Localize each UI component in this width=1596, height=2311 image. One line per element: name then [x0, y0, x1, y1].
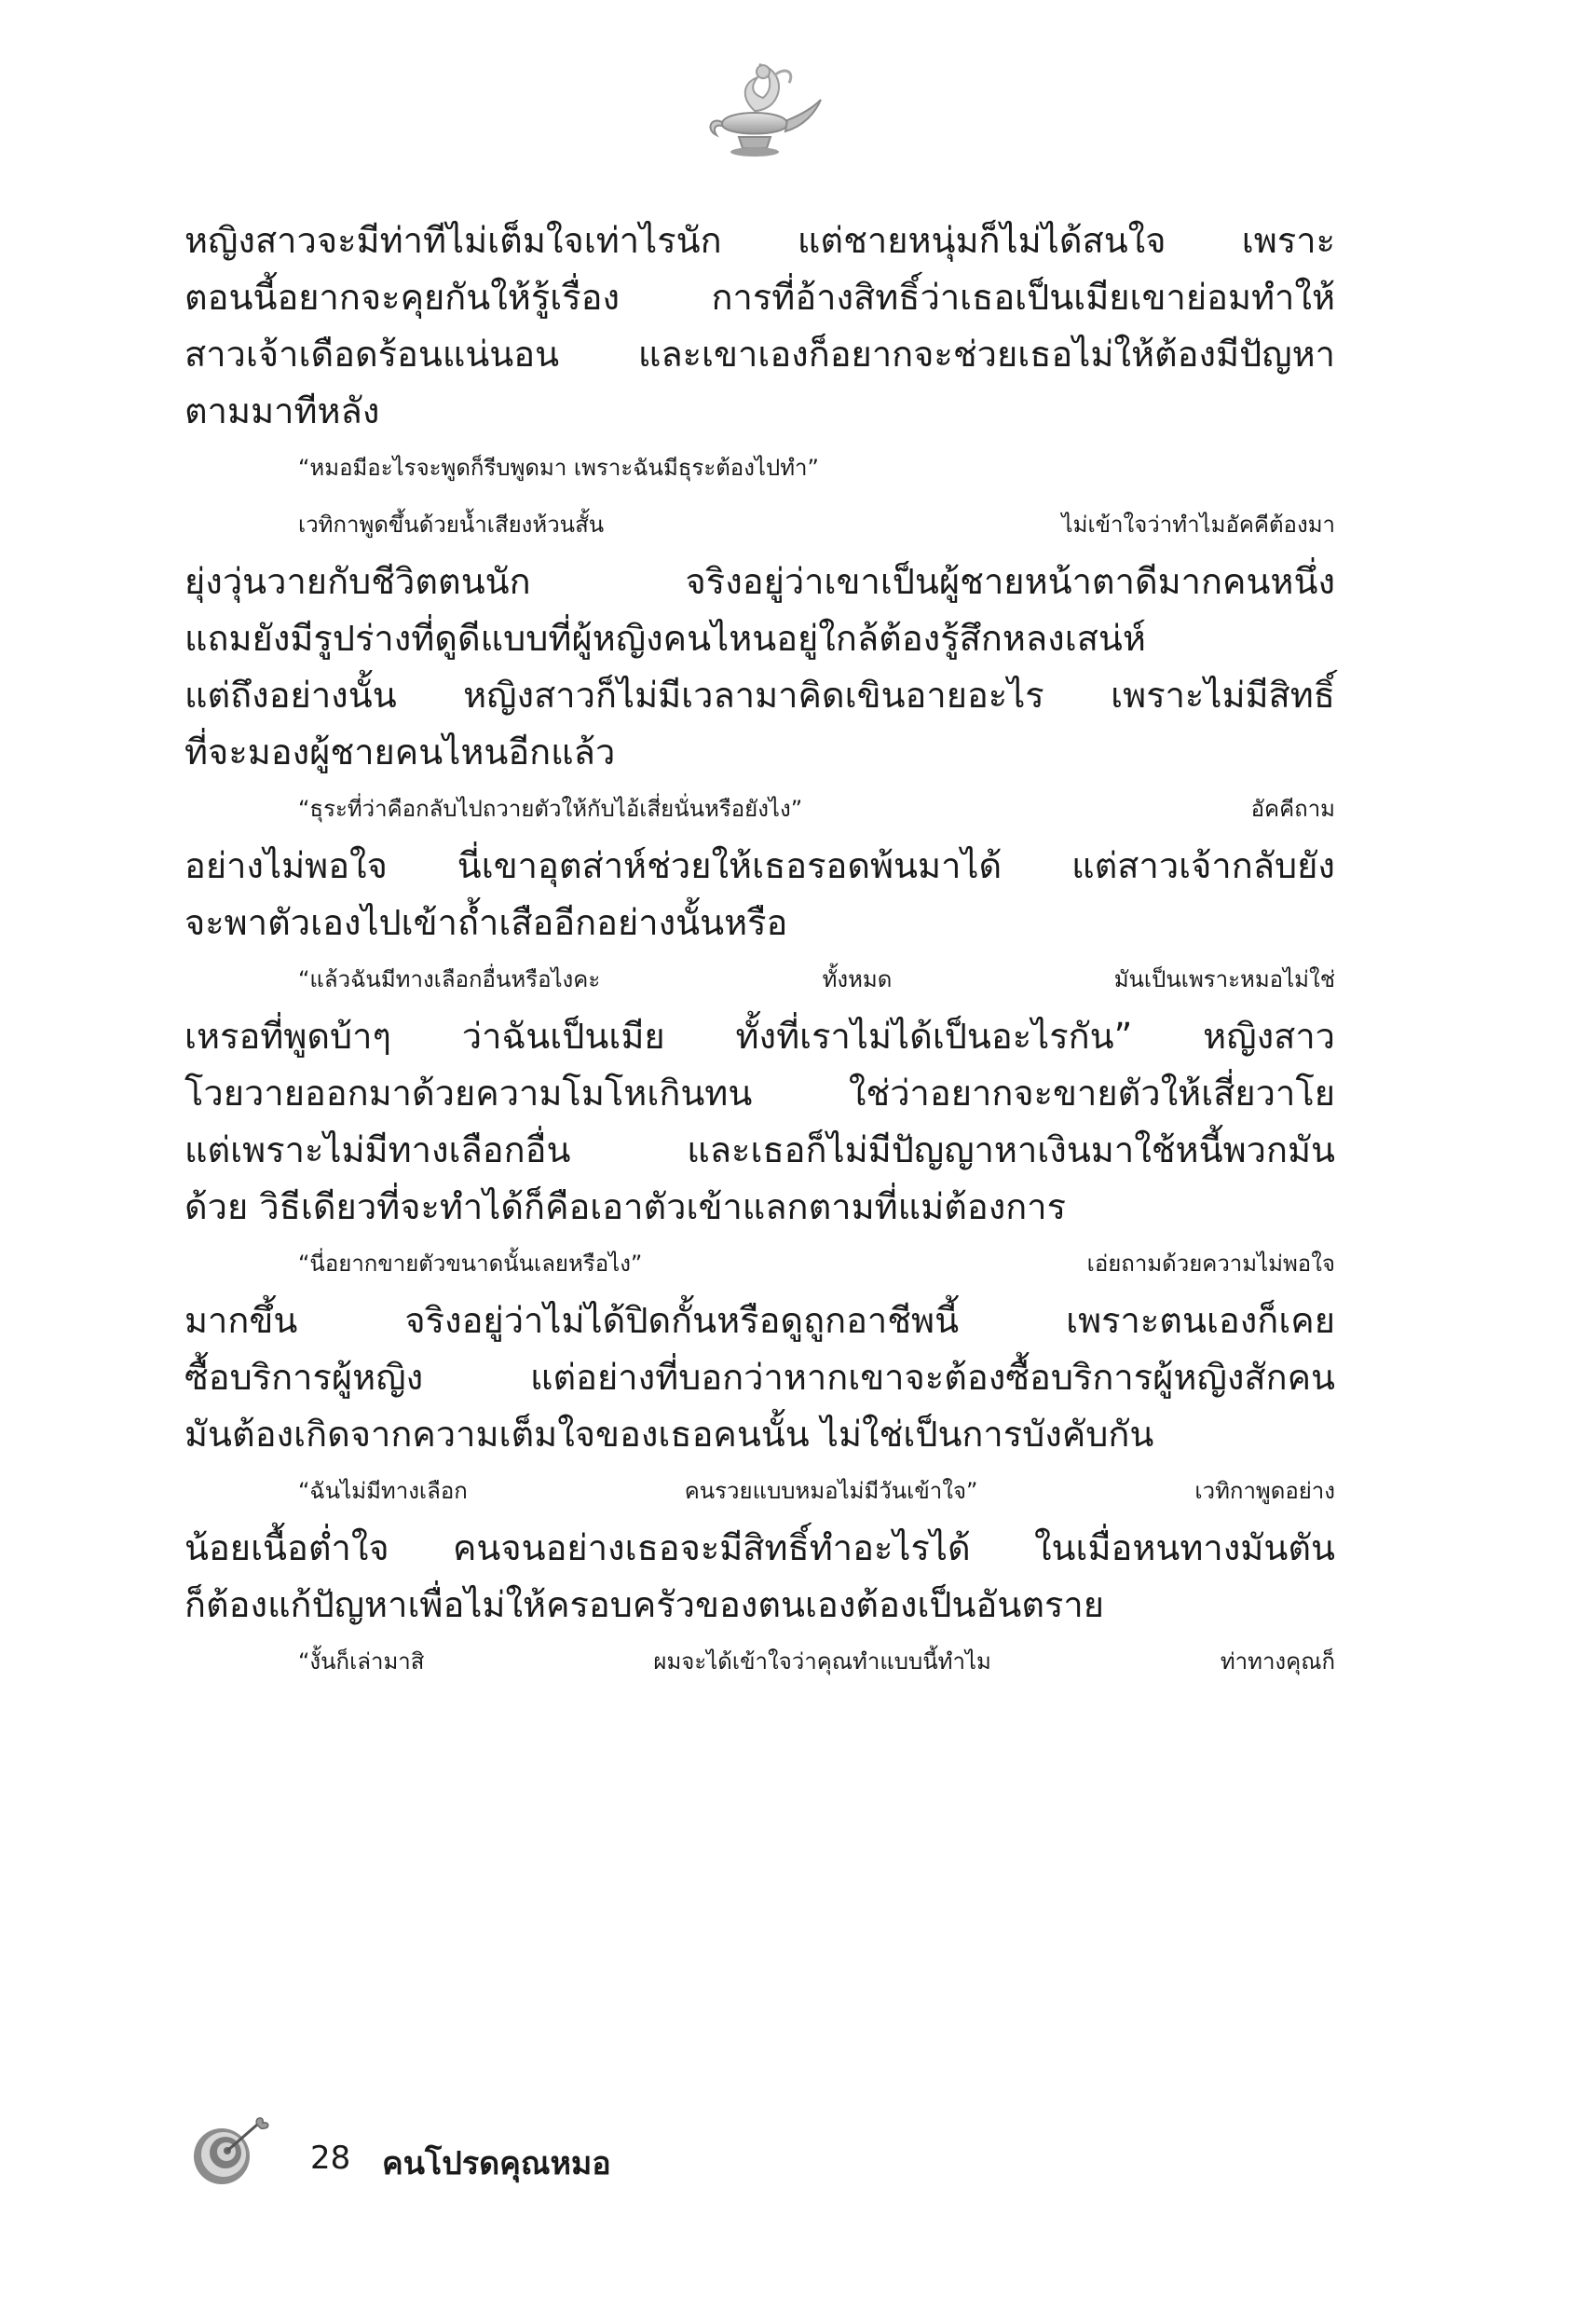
- paragraph: [184, 212, 1335, 440]
- paragraph: [184, 1634, 1335, 1690]
- text-line: จะพาตัวเองไปเข้าถ้ำเสืออีกอย่างนั้นหรือ: [184, 902, 788, 943]
- text-line: สาวเจ้าเดือดร้อนแน่นอน และเขาเองก็อยากจะช่วยเธอไม่ให้ต้องมีปัญหา: [184, 334, 1335, 375]
- text-line: มากขึ้น จริงอยู่ว่าไม่ได้ปิดกั้นหรือดูถูกอาชีพนี้ เพราะตนเองก็เคย: [184, 1300, 1335, 1341]
- text-line: ยุ่งวุ่นวายกับชีวิตตนนัก จริงอยู่ว่าเขาเป็นผู้ชายหน้าตาดีมากคนหนึ่ง: [184, 561, 1335, 602]
- text-line: เวทิกาพูดขึ้นด้วยน้ำเสียงห้วนสั้น ไม่เข้าใจว่าทำไมอัคคีต้องมา: [298, 512, 1335, 538]
- text-line: โวยวายออกมาด้วยความโมโหเกินทน ใช่ว่าอยากจะขายตัวให้เสี่ยวาโย: [184, 1073, 1335, 1114]
- text-line: ตอนนี้อยากจะคุยกันให้รู้เรื่อง การที่อ้างสิทธิ์ว่าเธอเป็นเมียเขาย่อมทำให้: [184, 277, 1335, 318]
- text-line: หญิงสาวจะมีท่าทีไม่เต็มใจเท่าไรนัก แต่ชายหนุ่มก็ไม่ได้สนใจ เพราะ: [184, 220, 1335, 261]
- text-line: แต่ถึงอย่างนั้น หญิงสาวก็ไม่มีเวลามาคิดเขินอายอะไร เพราะไม่มีสิทธิ์: [184, 675, 1335, 716]
- text-line: “ฉันไม่มีทางเลือก คนรวยแบบหมอไม่มีวันเข้าใจ” เวทิกาพูดอย่าง: [298, 1478, 1335, 1504]
- text-line: อย่างไม่พอใจ นี่เขาอุตส่าห์ช่วยให้เธอรอดพ้นมาได้ แต่สาวเจ้ากลับยัง: [184, 845, 1335, 886]
- paragraph: [184, 440, 1335, 497]
- text-line: “นี่อยากขายตัวขนาดนั้นเลยหรือไง” เอ่ยถามด้วยความไม่พอใจ: [298, 1251, 1335, 1277]
- text-line: น้อยเนื้อต่ำใจ คนจนอย่างเธอจะมีสิทธิ์ทำอะไรได้ ในเมื่อหนทางมันตัน: [184, 1527, 1335, 1568]
- paragraph: [184, 951, 1335, 1236]
- text-line: ก็ต้องแก้ปัญหาเพื่อไม่ให้ครอบครัวของตนเองต้องเป็นอันตราย: [184, 1584, 1105, 1625]
- body-text: [184, 212, 1335, 1690]
- genie-lamp-icon: [685, 51, 825, 163]
- text-line: “หมอมีอะไรจะพูดก็รีบพูดมา เพราะฉันมีธุระต้องไปทำ”: [298, 455, 819, 481]
- text-line: แถมยังมีรูปร่างที่ดูดีแบบที่ผู้หญิงคนไหนอยู่ใกล้ต้องรู้สึกหลงเสน่ห์: [184, 618, 1146, 659]
- text-line: ซื้อบริการผู้หญิง แต่อย่างที่บอกว่าหากเขาจะต้องซื้อบริการผู้หญิงสักคน: [184, 1357, 1335, 1398]
- text-line: ด้วย วิธีเดียวที่จะทำได้ก็คือเอาตัวเข้าแลกตามที่แม่ต้องการ: [184, 1186, 1067, 1227]
- text-line: เหรอที่พูดบ้าๆ ว่าฉันเป็นเมีย ทั้งที่เราไม่ได้เป็นอะไรกัน” หญิงสาว: [184, 1016, 1335, 1057]
- paragraph: [184, 1236, 1335, 1463]
- text-line: ตามมาทีหลัง: [184, 390, 380, 431]
- paragraph: [184, 1463, 1335, 1634]
- paragraph: [184, 497, 1335, 781]
- paragraph: [184, 781, 1335, 951]
- text-line: “แล้วฉันมีทางเลือกอื่นหรือไงคะ ทั้งหมด มันเป็นเพราะหมอไม่ใช่: [298, 966, 1335, 992]
- text-line: “ธุระที่ว่าคือกลับไปถวายตัวให้กับไอ้เสี่ยนั่นหรือยังไง” อัคคีถาม: [298, 796, 1335, 822]
- book-title: คนโปรดคุณหมอ: [382, 2145, 611, 2182]
- dartboard-icon: [186, 2113, 272, 2188]
- text-line: แต่เพราะไม่มีทางเลือกอื่น และเธอก็ไม่มีปัญญาหาเงินมาใช้หนี้พวกมัน: [184, 1129, 1335, 1170]
- page-number: 28: [310, 2140, 351, 2177]
- text-line: ที่จะมองผู้ชายคนไหนอีกแล้ว: [184, 732, 616, 773]
- text-line: “งั้นก็เล่ามาสิ ผมจะได้เข้าใจว่าคุณทำแบบนี้ทำไม ท่าทางคุณก็: [298, 1648, 1335, 1675]
- text-line: มันต้องเกิดจากความเต็มใจของเธอคนนั้น ไม่ใช่เป็นการบังคับกัน: [184, 1414, 1154, 1455]
